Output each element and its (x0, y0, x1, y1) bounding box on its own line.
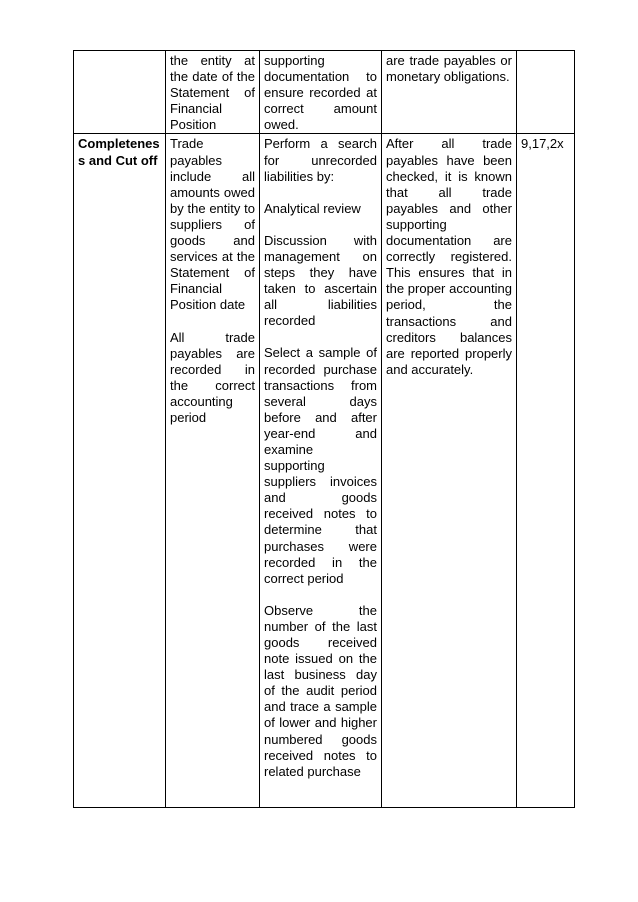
assertion-cell: the entity at the date of the Statement of Financial Position (166, 51, 260, 134)
table-row (74, 51, 575, 134)
assertion-cell (166, 134, 260, 808)
conclusion-cell: After all trade payables have been checked, it is known that all trade payables and other supporting documentation are correctly registered. This ensures that in the proper accounting period, the transactions and creditors balances are reported properly and accurately. (382, 134, 517, 808)
procedure-cell (260, 134, 382, 808)
objective-cell: Completeness and Cut off (74, 134, 166, 808)
procedure-cell: supporting documentation to ensure recorded at correct amount owed. (260, 51, 382, 134)
procedure-paragraph: Observe the number of the last goods received note issued on the last business day of the audit period and trace a sample of lower and higher numbered goods received notes to related purchase (264, 602, 377, 779)
reference-cell: 9,17,2x (517, 134, 575, 808)
table-row (74, 134, 575, 808)
assertion-paragraph: All trade payables are recorded in the correct accounting period (170, 329, 255, 425)
assertion-paragraph: Trade payables include all amounts owed by the entity to suppliers of goods and services at the Statement of Financial Position date (170, 136, 255, 313)
procedure-paragraph: Discussion with management on steps they have taken to ascertain all liabilities recorded (264, 232, 377, 329)
procedure-paragraph: Analytical review (264, 200, 361, 216)
procedure-paragraph: Perform a search for unrecorded liabilities by: (264, 136, 377, 184)
audit-program-table (73, 50, 575, 808)
objective-cell (74, 51, 166, 134)
reference-cell (517, 51, 575, 134)
conclusion-cell: are trade payables or monetary obligations. (382, 51, 517, 134)
procedure-paragraph: Select a sample of recorded purchase transactions from several days before and after year-end and examine supporting suppliers invoices and goods received notes to determine that purchases were recorded in the correct period (264, 345, 377, 586)
